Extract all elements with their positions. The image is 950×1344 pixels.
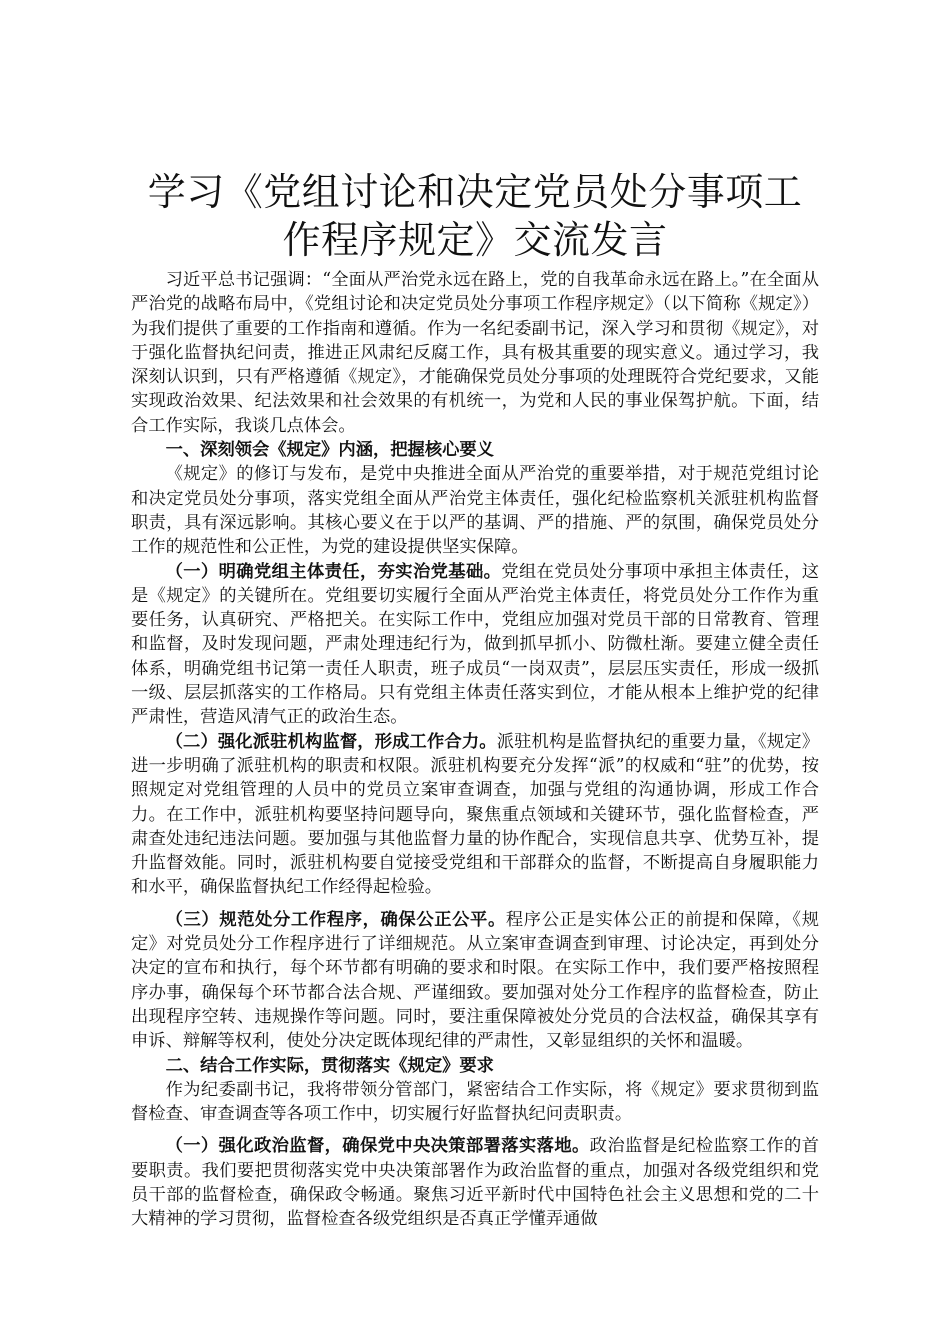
intro-paragraph: 习近平总书记强调：“全面从严治党永远在路上，党的自我革命永远在路上。”在全面从严治党的战略布局中，《党组讨论和决定党员处分事项工作程序规定》（以下简称《规定》）为我们提供了重要的工作指南和遵循。作为一名纪委副书记，深入学习和贯彻《规定》，对于强化监督执纪问责，推进正风肃纪反腐工作，具有极其重要的现实意义。通过学习，我深刻认识到，只有严格遵循《规定》，才能确保党员处分事项的处理既符合党纪要求，又能实现政治效果、纪法效果和社会效果的有机统一，为党和人民的事业保驾护航。下面，结合工作实际，我谈几点体会。 xyxy=(131,270,819,436)
section-1-paragraph: 《规定》的修订与发布，是党中央推进全面从严治党的重要举措，对于规范党组讨论和决定党员处分事项，落实党组全面从严治党主体责任，强化纪检监察机关派驻机构监督职责，具有深远影响。其核心要义在于以严的基调、严的措施、严的氛围，确保党员处分工作的规范性和公正性，为党的建设提供坚实保障。 xyxy=(131,464,819,558)
section-1-item-3-text: 程序公正是实体公正的前提和保障，《规定》对党员处分工作程序进行了详细规范。从立案审查调查到审理、讨论决定，再到处分决定的宣布和执行，每个环节都有明确的要求和时限。在实际工作中，我们要严格按照程序办事，确保每个环节都合法合规、严谨细致。要加强对处分工作程序的监督检查，防止出现程序空转、违规操作等问题。同时，要注重保障被处分党员的合法权益，确保其享有申诉、辩解等权利，使处分决定既体现纪律的严肃性，又彰显组织的关怀和温暖。 xyxy=(131,909,819,1052)
document-title: 学习《党组讨论和决定党员处分事项工作程序规定》交流发言 xyxy=(147,170,803,262)
section-2-item-1-text: 政治监督是纪检监察工作的首要职责。我们要把贯彻落实党中央决策部署作为政治监督的重点，加强对各级党组织和党员干部的监督检查，确保政令畅通。聚焦习近平新时代中国特色社会主义思想和党的二十大精神的学习贯彻，监督检查各级党组织是否真正学懂弄通做 xyxy=(131,1136,819,1230)
section-2-item-1 xyxy=(131,1134,819,1231)
section-1-item-3 xyxy=(131,908,819,1054)
section-2-item-1-lead: （一）强化政治监督，确保党中央决策部署落实落地。 xyxy=(165,1136,590,1157)
section-1-heading: 一、深刻领会《规定》内涵，把握核心要义 xyxy=(165,440,494,461)
section-1-item-2-text: 派驻机构是监督执纪的重要力量，《规定》进一步明确了派驻机构的职责和权限。派驻机构要充分发挥“派”的权威和“驻”的优势，按照规定对党组管理的人员中的党员立案审查调查，加强与党组的沟通协调，形成工作合力。在工作中，派驻机构要坚持问题导向，聚焦重点领域和关键环节，强化监督检查，严肃查处违纪违法问题。要加强与其他监督力量的协作配合，实现信息共享、优势互补，提升监督效能。同时，派驻机构要自觉接受党组和干部群众的监督，不断提高自身履职能力和水平，确保监督执纪工作经得起检验。 xyxy=(131,731,819,898)
section-2-paragraph: 作为纪委副书记，我将带领分管部门，紧密结合工作实际，将《规定》要求贯彻到监督检查、审查调查等各项工作中，切实履行好监督执纪问责职责。 xyxy=(131,1079,819,1125)
section-1-item-1-lead: （一）明确党组主体责任，夯实治党基础。 xyxy=(165,561,502,582)
section-1-item-1 xyxy=(131,560,819,730)
section-2-heading: 二、结合工作实际，贯彻落实《规定》要求 xyxy=(165,1055,494,1076)
document-body xyxy=(131,268,819,1232)
section-1-item-1-text: 党组在党员处分事项中承担主体责任，这是《规定》的关键所在。党组要切实履行全面从严治党主体责任，将党员处分工作作为重要任务，认真研究、严格把关。在实际工作中，党组应加强对党员干部的日常教育、管理和监督，及时发现问题，严肃处理违纪行为，做到抓早抓小、防微杜渐。要建立健全责任体系，明确党组书记第一责任人职责，班子成员“一岗双责”，层层压实责任，形成一级抓一级、层层抓落实的工作格局。只有党组主体责任落实到位，才能从根本上维护党的纪律严肃性，营造风清气正的政治生态。 xyxy=(131,561,819,728)
section-1-item-2 xyxy=(131,730,819,900)
document-page xyxy=(131,168,819,1232)
section-1-item-3-lead: （三）规范处分工作程序，确保公正公平。 xyxy=(165,909,506,930)
section-1-item-2-lead: （二）强化派驻机构监督，形成工作合力。 xyxy=(165,731,497,752)
